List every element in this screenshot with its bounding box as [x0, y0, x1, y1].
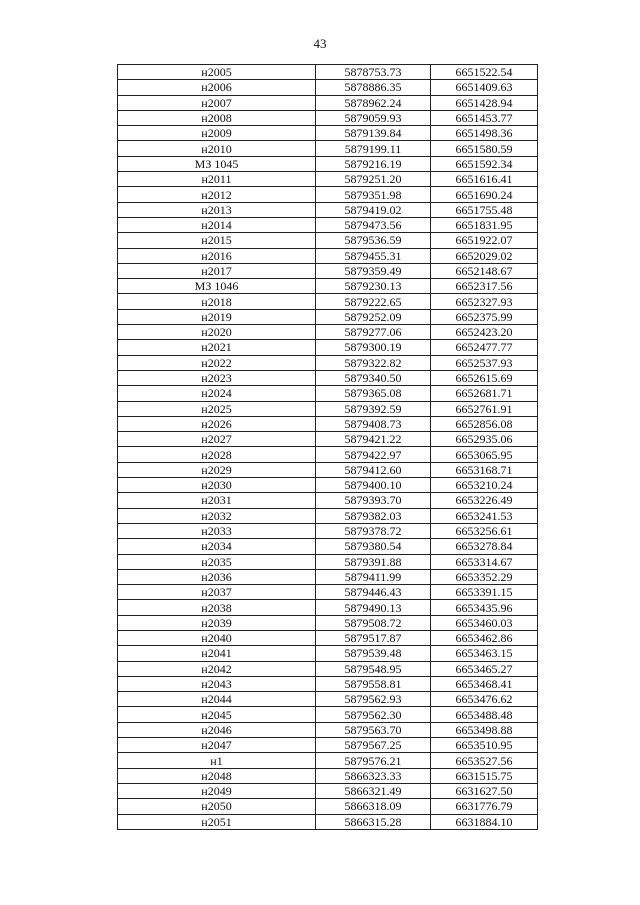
point-id-cell: н2008 [118, 110, 316, 125]
table-row [118, 233, 538, 248]
point-id-cell: н2005 [118, 65, 316, 80]
point-id-cell: н2032 [118, 508, 316, 523]
x-coordinate-cell: 5879517.87 [316, 630, 431, 645]
table-row [118, 156, 538, 171]
x-coordinate-cell: 5879563.70 [316, 722, 431, 737]
table-row [118, 401, 538, 416]
y-coordinate-cell: 6653226.49 [431, 493, 538, 508]
x-coordinate-cell: 5879422.97 [316, 447, 431, 462]
point-id-cell: н2015 [118, 233, 316, 248]
point-id-cell: н2049 [118, 783, 316, 798]
table-row [118, 202, 538, 217]
table-row [118, 585, 538, 600]
y-coordinate-cell: 6651409.63 [431, 80, 538, 95]
point-id-cell: н2024 [118, 386, 316, 401]
point-id-cell: н2020 [118, 325, 316, 340]
y-coordinate-cell: 6652761.91 [431, 401, 538, 416]
x-coordinate-cell: 5879251.20 [316, 172, 431, 187]
point-id-cell: н2021 [118, 340, 316, 355]
table-row [118, 80, 538, 95]
y-coordinate-cell: 6652615.69 [431, 370, 538, 385]
y-coordinate-cell: 6652375.99 [431, 309, 538, 324]
x-coordinate-cell: 5866321.49 [316, 783, 431, 798]
point-id-cell: МЗ 1045 [118, 156, 316, 171]
point-id-cell: н2045 [118, 707, 316, 722]
table-row [118, 569, 538, 584]
x-coordinate-cell: 5878962.24 [316, 95, 431, 110]
table-row [118, 370, 538, 385]
y-coordinate-cell: 6651755.48 [431, 202, 538, 217]
y-coordinate-cell: 6653278.84 [431, 539, 538, 554]
x-coordinate-cell: 5879412.60 [316, 462, 431, 477]
y-coordinate-cell: 6651453.77 [431, 110, 538, 125]
point-id-cell: н2038 [118, 600, 316, 615]
x-coordinate-cell: 5879567.25 [316, 738, 431, 753]
x-coordinate-cell: 5879562.30 [316, 707, 431, 722]
table-row [118, 447, 538, 462]
point-id-cell: н2006 [118, 80, 316, 95]
point-id-cell: н2011 [118, 172, 316, 187]
x-coordinate-cell: 5879392.59 [316, 401, 431, 416]
y-coordinate-cell: 6653391.15 [431, 585, 538, 600]
x-coordinate-cell: 5879139.84 [316, 126, 431, 141]
table-row [118, 646, 538, 661]
x-coordinate-cell: 5879446.43 [316, 585, 431, 600]
table-row [118, 508, 538, 523]
table-row [118, 110, 538, 125]
point-id-cell: н2019 [118, 309, 316, 324]
x-coordinate-cell: 5879359.49 [316, 263, 431, 278]
point-id-cell: н2040 [118, 630, 316, 645]
table-row [118, 692, 538, 707]
x-coordinate-cell: 5879548.95 [316, 661, 431, 676]
x-coordinate-cell: 5879351.98 [316, 187, 431, 202]
table-row [118, 493, 538, 508]
x-coordinate-cell: 5879252.09 [316, 309, 431, 324]
x-coordinate-cell: 5879411.99 [316, 569, 431, 584]
table-row [118, 478, 538, 493]
x-coordinate-cell: 5879400.10 [316, 478, 431, 493]
point-id-cell: н2030 [118, 478, 316, 493]
point-id-cell: н2012 [118, 187, 316, 202]
x-coordinate-cell: 5879230.13 [316, 279, 431, 294]
table-row [118, 799, 538, 814]
x-coordinate-cell: 5879508.72 [316, 615, 431, 630]
table-row [118, 309, 538, 324]
y-coordinate-cell: 6652029.02 [431, 248, 538, 263]
table-row [118, 814, 538, 829]
point-id-cell: н2048 [118, 768, 316, 783]
y-coordinate-cell: 6652327.93 [431, 294, 538, 309]
y-coordinate-cell: 6651592.34 [431, 156, 538, 171]
y-coordinate-cell: 6651428.94 [431, 95, 538, 110]
x-coordinate-cell: 5879277.06 [316, 325, 431, 340]
x-coordinate-cell: 5879539.48 [316, 646, 431, 661]
table-row [118, 187, 538, 202]
y-coordinate-cell: 6653168.71 [431, 462, 538, 477]
x-coordinate-cell: 5879382.03 [316, 508, 431, 523]
point-id-cell: н2010 [118, 141, 316, 156]
y-coordinate-cell: 6651522.54 [431, 65, 538, 80]
point-id-cell: н2029 [118, 462, 316, 477]
y-coordinate-cell: 6652856.08 [431, 416, 538, 431]
point-id-cell: н2041 [118, 646, 316, 661]
y-coordinate-cell: 6653476.62 [431, 692, 538, 707]
x-coordinate-cell: 5879059.93 [316, 110, 431, 125]
table-row [118, 95, 538, 110]
y-coordinate-cell: 6652423.20 [431, 325, 538, 340]
x-coordinate-cell: 5866315.28 [316, 814, 431, 829]
table-row [118, 462, 538, 477]
point-id-cell: н2031 [118, 493, 316, 508]
y-coordinate-cell: 6653256.61 [431, 523, 538, 538]
y-coordinate-cell: 6653241.53 [431, 508, 538, 523]
x-coordinate-cell: 5879300.19 [316, 340, 431, 355]
x-coordinate-cell: 5879408.73 [316, 416, 431, 431]
point-id-cell: н2016 [118, 248, 316, 263]
x-coordinate-cell: 5879216.19 [316, 156, 431, 171]
point-id-cell: н2026 [118, 416, 316, 431]
point-id-cell: н2022 [118, 355, 316, 370]
y-coordinate-cell: 6653463.15 [431, 646, 538, 661]
y-coordinate-cell: 6631627.50 [431, 783, 538, 798]
y-coordinate-cell: 6653065.95 [431, 447, 538, 462]
x-coordinate-cell: 5879199.11 [316, 141, 431, 156]
table-row [118, 294, 538, 309]
x-coordinate-cell: 5879562.93 [316, 692, 431, 707]
y-coordinate-cell: 6631515.75 [431, 768, 538, 783]
y-coordinate-cell: 6653352.29 [431, 569, 538, 584]
point-id-cell: н2044 [118, 692, 316, 707]
x-coordinate-cell: 5879419.02 [316, 202, 431, 217]
table-row [118, 554, 538, 569]
table-row [118, 676, 538, 691]
y-coordinate-cell: 6652681.71 [431, 386, 538, 401]
x-coordinate-cell: 5879455.31 [316, 248, 431, 263]
point-id-cell: н2017 [118, 263, 316, 278]
y-coordinate-cell: 6651690.24 [431, 187, 538, 202]
x-coordinate-cell: 5879490.13 [316, 600, 431, 615]
y-coordinate-cell: 6653468.41 [431, 676, 538, 691]
table-row [118, 340, 538, 355]
x-coordinate-cell: 5879473.56 [316, 217, 431, 232]
x-coordinate-cell: 5879558.81 [316, 676, 431, 691]
point-id-cell: н2028 [118, 447, 316, 462]
y-coordinate-cell: 6651498.36 [431, 126, 538, 141]
y-coordinate-cell: 6653462.86 [431, 630, 538, 645]
point-id-cell: н2027 [118, 432, 316, 447]
coordinates-table-body [118, 65, 538, 830]
table-row [118, 630, 538, 645]
table-row [118, 753, 538, 768]
table-row [118, 600, 538, 615]
x-coordinate-cell: 5879378.72 [316, 523, 431, 538]
table-row [118, 355, 538, 370]
y-coordinate-cell: 6653465.27 [431, 661, 538, 676]
table-row [118, 783, 538, 798]
point-id-cell: н2033 [118, 523, 316, 538]
point-id-cell: н2035 [118, 554, 316, 569]
y-coordinate-cell: 6653510.95 [431, 738, 538, 753]
y-coordinate-cell: 6651580.59 [431, 141, 538, 156]
y-coordinate-cell: 6631884.10 [431, 814, 538, 829]
y-coordinate-cell: 6652148.67 [431, 263, 538, 278]
point-id-cell: н2042 [118, 661, 316, 676]
table-row [118, 386, 538, 401]
x-coordinate-cell: 5879222.65 [316, 294, 431, 309]
y-coordinate-cell: 6651831.95 [431, 217, 538, 232]
y-coordinate-cell: 6653460.03 [431, 615, 538, 630]
coordinates-table [117, 64, 538, 830]
x-coordinate-cell: 5866318.09 [316, 799, 431, 814]
x-coordinate-cell: 5879393.70 [316, 493, 431, 508]
point-id-cell: н2013 [118, 202, 316, 217]
point-id-cell: н2034 [118, 539, 316, 554]
y-coordinate-cell: 6652935.06 [431, 432, 538, 447]
y-coordinate-cell: 6652317.56 [431, 279, 538, 294]
x-coordinate-cell: 5879322.82 [316, 355, 431, 370]
table-row [118, 279, 538, 294]
table-row [118, 539, 538, 554]
table-row [118, 217, 538, 232]
point-id-cell: н2036 [118, 569, 316, 584]
table-row [118, 172, 538, 187]
point-id-cell: н2051 [118, 814, 316, 829]
table-row [118, 416, 538, 431]
y-coordinate-cell: 6651922.07 [431, 233, 538, 248]
x-coordinate-cell: 5879536.59 [316, 233, 431, 248]
point-id-cell: н2014 [118, 217, 316, 232]
point-id-cell: н2023 [118, 370, 316, 385]
table-row [118, 523, 538, 538]
point-id-cell: н2009 [118, 126, 316, 141]
table-row [118, 325, 538, 340]
point-id-cell: н2046 [118, 722, 316, 737]
x-coordinate-cell: 5879340.50 [316, 370, 431, 385]
table-row [118, 126, 538, 141]
table-row [118, 141, 538, 156]
page-number: 43 [313, 36, 327, 51]
table-row [118, 707, 538, 722]
y-coordinate-cell: 6653210.24 [431, 478, 538, 493]
x-coordinate-cell: 5879365.08 [316, 386, 431, 401]
y-coordinate-cell: 6652477.77 [431, 340, 538, 355]
y-coordinate-cell: 6653314.67 [431, 554, 538, 569]
table-row [118, 738, 538, 753]
point-id-cell: МЗ 1046 [118, 279, 316, 294]
point-id-cell: н2039 [118, 615, 316, 630]
table-row [118, 615, 538, 630]
table-row [118, 661, 538, 676]
point-id-cell: н2018 [118, 294, 316, 309]
y-coordinate-cell: 6652537.93 [431, 355, 538, 370]
x-coordinate-cell: 5878753.73 [316, 65, 431, 80]
x-coordinate-cell: 5879391.88 [316, 554, 431, 569]
point-id-cell: н2007 [118, 95, 316, 110]
x-coordinate-cell: 5879421.22 [316, 432, 431, 447]
x-coordinate-cell: 5878886.35 [316, 80, 431, 95]
table-row [118, 768, 538, 783]
y-coordinate-cell: 6653488.48 [431, 707, 538, 722]
table-row [118, 263, 538, 278]
point-id-cell: н1 [118, 753, 316, 768]
table-row [118, 65, 538, 80]
point-id-cell: н2047 [118, 738, 316, 753]
point-id-cell: н2050 [118, 799, 316, 814]
y-coordinate-cell: 6653498.88 [431, 722, 538, 737]
point-id-cell: н2025 [118, 401, 316, 416]
point-id-cell: н2043 [118, 676, 316, 691]
y-coordinate-cell: 6651616.41 [431, 172, 538, 187]
x-coordinate-cell: 5879576.21 [316, 753, 431, 768]
table-row [118, 248, 538, 263]
table-row [118, 722, 538, 737]
point-id-cell: н2037 [118, 585, 316, 600]
y-coordinate-cell: 6631776.79 [431, 799, 538, 814]
table-row [118, 432, 538, 447]
y-coordinate-cell: 6653527.56 [431, 753, 538, 768]
x-coordinate-cell: 5866323.33 [316, 768, 431, 783]
x-coordinate-cell: 5879380.54 [316, 539, 431, 554]
y-coordinate-cell: 6653435.96 [431, 600, 538, 615]
